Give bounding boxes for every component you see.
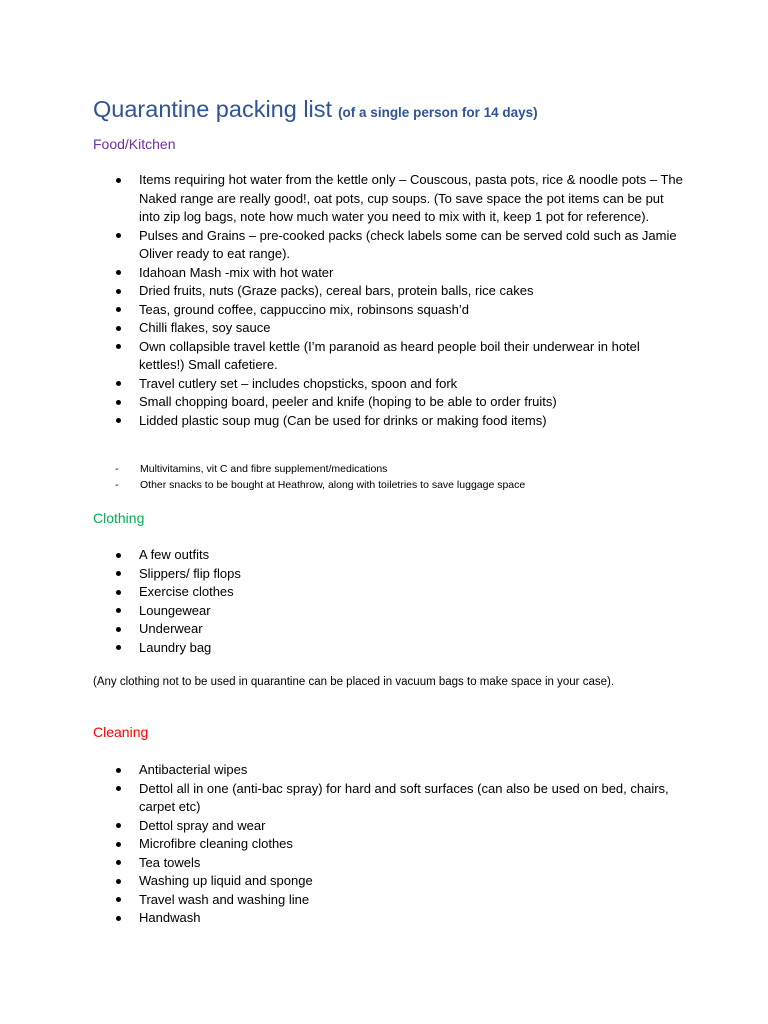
clothing-note: (Any clothing not to be used in quarantine can be placed in vacuum bags to make space in your case).	[93, 676, 615, 688]
bullet-icon	[116, 270, 121, 275]
list-item: A few outfits	[114, 546, 684, 565]
bullet-icon	[116, 860, 121, 865]
bullet-icon	[116, 418, 121, 423]
bullet-icon	[116, 608, 121, 613]
bullet-icon	[116, 916, 121, 921]
list-item: Idahoan Mash -mix with hot water	[114, 264, 684, 283]
dash-marker: -	[115, 478, 119, 491]
list-item: Washing up liquid and sponge	[114, 872, 684, 891]
bullet-icon	[116, 842, 121, 847]
page-title	[93, 88, 538, 125]
bullet-icon	[116, 823, 121, 828]
list-item: Tea towels	[114, 854, 684, 873]
list-item: Loungewear	[114, 602, 684, 621]
title-main: Quarantine packing list	[93, 96, 333, 122]
bullet-icon	[116, 897, 121, 902]
list-item: Dettol all in one (anti-bac spray) for hard and soft surfaces (can also be used on bed, chairs, carpet etc)	[114, 780, 684, 817]
dash-marker: -	[115, 463, 119, 475]
list-item: Handwash	[114, 909, 684, 928]
title-subtitle: (of a single person for 14 days)	[338, 105, 538, 120]
list-item: - Multivitamins, vit C and fibre supplement/medications	[115, 462, 675, 478]
bullet-icon	[116, 645, 121, 650]
food-list	[114, 171, 684, 430]
list-item: Own collapsible travel kettle (I’m paranoid as heard people boil their underwear in hotel kettles!) Small cafetiere.	[114, 338, 684, 375]
list-item: Dried fruits, nuts (Graze packs), cereal bars, protein balls, rice cakes	[114, 282, 684, 301]
bullet-icon	[116, 786, 121, 791]
list-item: Laundry bag	[114, 639, 684, 658]
list-item: Chilli flakes, soy sauce	[114, 319, 684, 338]
list-item: Antibacterial wipes	[114, 761, 684, 780]
list-item: Slippers/ flip flops	[114, 565, 684, 584]
list-item: Items requiring hot water from the kettle only – Couscous, pasta pots, rice & noodle pots – The Naked range are really good!, oat pots, cup soups. (To save space the pot items can be put into zip log bags, note how much water you need to mix with it, keep 1 pot for reference).	[114, 171, 684, 227]
bullet-icon	[116, 344, 121, 349]
list-item: Microfibre cleaning clothes	[114, 835, 684, 854]
bullet-icon	[116, 879, 121, 884]
bullet-icon	[116, 768, 121, 773]
bullet-icon	[116, 233, 121, 238]
bullet-icon	[116, 400, 121, 405]
list-item: Travel cutlery set – includes chopsticks, spoon and fork	[114, 375, 684, 394]
list-item: - Other snacks to be bought at Heathrow, along with toiletries to save luggage space	[115, 478, 675, 494]
list-item: Small chopping board, peeler and knife (hoping to be able to order fruits)	[114, 393, 684, 412]
bullet-icon	[116, 289, 121, 294]
food-extras-list	[115, 462, 675, 493]
section-heading-food: Food/Kitchen	[93, 136, 176, 152]
list-item: Travel wash and washing line	[114, 891, 684, 910]
list-item: Teas, ground coffee, cappuccino mix, robinsons squash’d	[114, 301, 684, 320]
bullet-icon	[116, 326, 121, 331]
bullet-icon	[116, 178, 121, 183]
list-item: Pulses and Grains – pre-cooked packs (check labels some can be served cold such as Jamie Oliver ready to eat range).	[114, 227, 684, 264]
bullet-icon	[116, 381, 121, 386]
clothing-list	[114, 546, 684, 657]
list-item: Lidded plastic soup mug (Can be used for drinks or making food items)	[114, 412, 684, 431]
cleaning-list	[114, 761, 684, 928]
bullet-icon	[116, 571, 121, 576]
section-heading-cleaning: Cleaning	[93, 724, 149, 740]
bullet-icon	[116, 307, 121, 312]
bullet-icon	[116, 590, 121, 595]
section-heading-clothing: Clothing	[93, 510, 145, 526]
bullet-icon	[116, 627, 121, 632]
bullet-icon	[116, 553, 121, 558]
list-item: Underwear	[114, 620, 684, 639]
list-item: Exercise clothes	[114, 583, 684, 602]
list-item: Dettol spray and wear	[114, 817, 684, 836]
